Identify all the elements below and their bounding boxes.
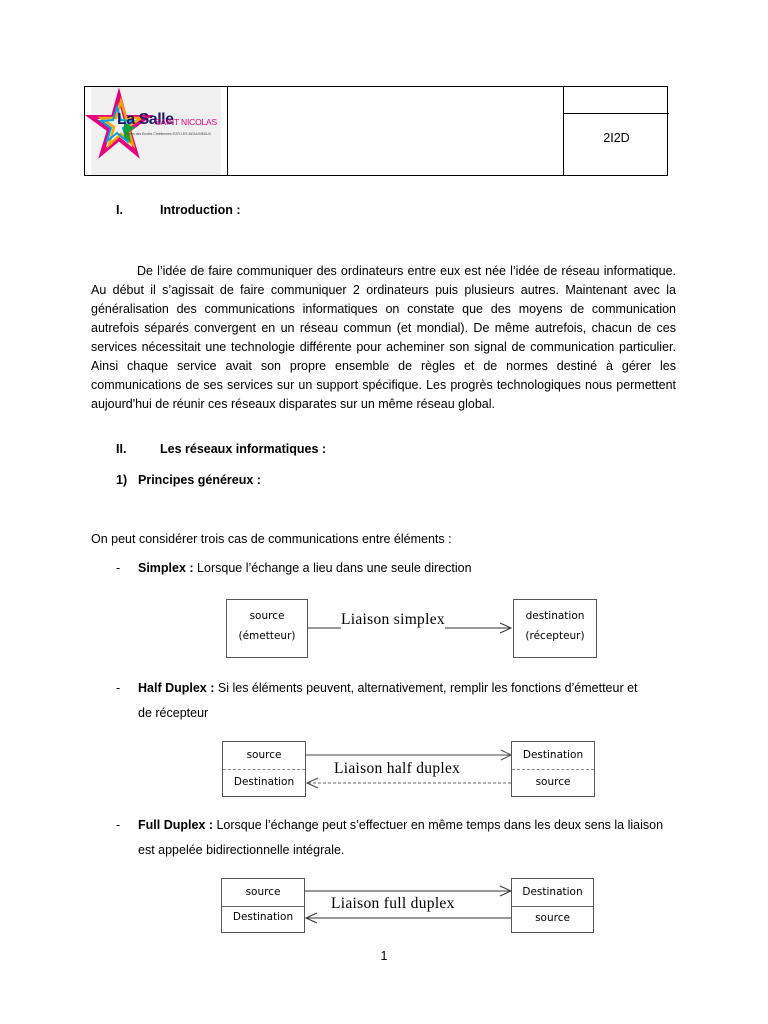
logo-brand: La Salle bbox=[117, 111, 174, 128]
full-item bbox=[138, 816, 676, 835]
bullet-dash: - bbox=[116, 681, 121, 695]
section-title-networks: Les réseaux informatiques : bbox=[160, 442, 327, 456]
half-item bbox=[138, 679, 676, 698]
subsection-number-principles: 1) bbox=[116, 473, 128, 487]
cell-divider bbox=[564, 113, 669, 114]
full-right-top: Destination bbox=[522, 886, 583, 898]
star-logo-icon bbox=[91, 87, 221, 175]
full-term: Full Duplex : bbox=[138, 818, 213, 832]
simplex-diagram bbox=[226, 599, 585, 659]
simplex-left-top: source bbox=[249, 610, 285, 622]
simplex-link-label: Liaison simplex bbox=[341, 611, 445, 628]
simplex-right-bottom: (récepteur) bbox=[525, 630, 585, 642]
class-cell bbox=[563, 87, 669, 175]
full-duplex-diagram bbox=[221, 878, 595, 934]
simplex-term: Simplex : bbox=[138, 561, 194, 575]
simplex-arrow bbox=[226, 599, 570, 659]
half-left-bottom: Destination bbox=[233, 776, 295, 788]
half-duplex-diagram bbox=[222, 741, 596, 797]
class-label: 2I2D bbox=[603, 131, 630, 145]
bullet-dash: - bbox=[116, 818, 121, 832]
logo-cell bbox=[85, 87, 228, 175]
simplex-item bbox=[138, 559, 472, 578]
simplex-desc: Lorsque l’échange a lieu dans une seule direction bbox=[193, 561, 472, 575]
half-desc: Si les éléments peuvent, alternativement, remplir les fonctions d’émetteur et bbox=[214, 681, 638, 695]
full-link-label: Liaison full duplex bbox=[331, 895, 455, 912]
full-left-top: source bbox=[245, 886, 281, 898]
simplex-right-top: destination bbox=[525, 610, 585, 622]
half-link-label: Liaison half duplex bbox=[334, 760, 461, 777]
school-logo bbox=[91, 87, 221, 175]
full-right-bottom: source bbox=[535, 912, 570, 924]
half-desc-2: de récepteur bbox=[138, 706, 209, 720]
header-table bbox=[84, 86, 668, 176]
half-term: Half Duplex : bbox=[138, 681, 215, 695]
simplex-left-bottom: (émetteur) bbox=[238, 630, 296, 642]
bullet-dash: - bbox=[116, 561, 121, 575]
full-left-bottom: Destination bbox=[232, 911, 294, 923]
intro-paragraph: De l’idée de faire communiquer des ordinateurs entre eux est née l’idée de réseau informatique. Au début il s’agissait de faire communiquer 2 ordinateurs puis plusieurs autres. Maintenant avec la généralisation des communications informatiques on constate que des moyens de communication autrefois séparés convergent en un réseau commun (et mondial). De même autrefois, chacun de ces services nécessitait une technologie différente pour acheminer son signal de communication particulier. Ainsi chaque service avait son propre ensemble de règles et de normes destiné à gérer les communications de ses services sur un support spécifique. Les progrès technologiques nous permettent aujourd'hui de réunir ces réseaux disparates sur un même réseau global. bbox=[91, 264, 676, 411]
full-desc-2: est appelée bidirectionnelle intégrale. bbox=[138, 843, 345, 857]
section-number-networks: II. bbox=[116, 442, 127, 456]
section-title-intro: Introduction : bbox=[160, 203, 241, 217]
half-right-bottom: source bbox=[535, 776, 571, 788]
logo-sub: SAINT NICOLAS bbox=[155, 117, 217, 127]
subsection-title-principles: Principes généreux : bbox=[138, 473, 261, 487]
half-right-top: Destination bbox=[522, 749, 584, 761]
logo-tagline: Frères des Écoles Chrétiennes ISSY-LES-MOULINEAUX bbox=[125, 132, 211, 136]
half-left-top: source bbox=[246, 749, 282, 761]
section-number-intro: I. bbox=[116, 203, 123, 217]
page-number: 1 bbox=[380, 949, 388, 963]
cases-intro: On peut considérer trois cas de communications entre éléments : bbox=[91, 532, 452, 546]
full-desc: Lorsque l’échange peut s’effectuer en même temps dans les deux sens la liaison bbox=[213, 818, 664, 832]
